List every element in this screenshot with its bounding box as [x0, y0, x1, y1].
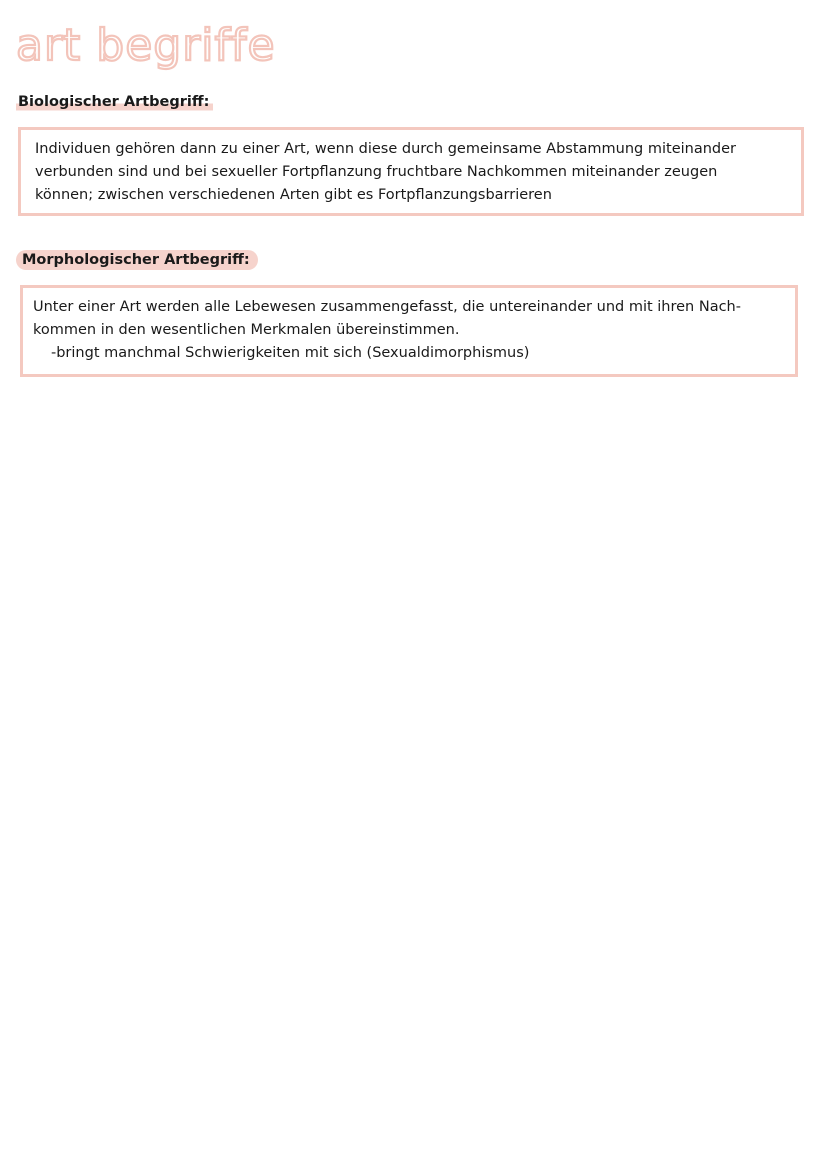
definition-note: -bringt manchmal Schwierigkeiten mit sich (Sexualdimorphismus)	[51, 345, 530, 361]
definition-line: Unter einer Art werden alle Lebewesen zusammengefasst, die untereinander und mit ihren Nach-	[33, 299, 741, 315]
biological-species-heading: Biologischer Artbegriff:	[16, 92, 213, 112]
definition-line: können; zwischen verschiedenen Arten gibt es Fortpflanzungsbarrieren	[35, 187, 552, 203]
definition-line: kommen in den wesentlichen Merkmalen übereinstimmen.	[33, 322, 460, 338]
page-title: art begriffe	[16, 20, 276, 71]
biological-definition-box	[18, 127, 804, 216]
morphological-definition-box	[20, 285, 798, 377]
definition-line: Individuen gehören dann zu einer Art, wenn diese durch gemeinsame Abstammung miteinander	[35, 141, 737, 157]
definition-line: verbunden sind und bei sexueller Fortpflanzung fruchtbare Nachkommen miteinander zeugen	[35, 164, 718, 180]
morphological-species-heading: Morphologischer Artbegriff:	[16, 250, 258, 270]
